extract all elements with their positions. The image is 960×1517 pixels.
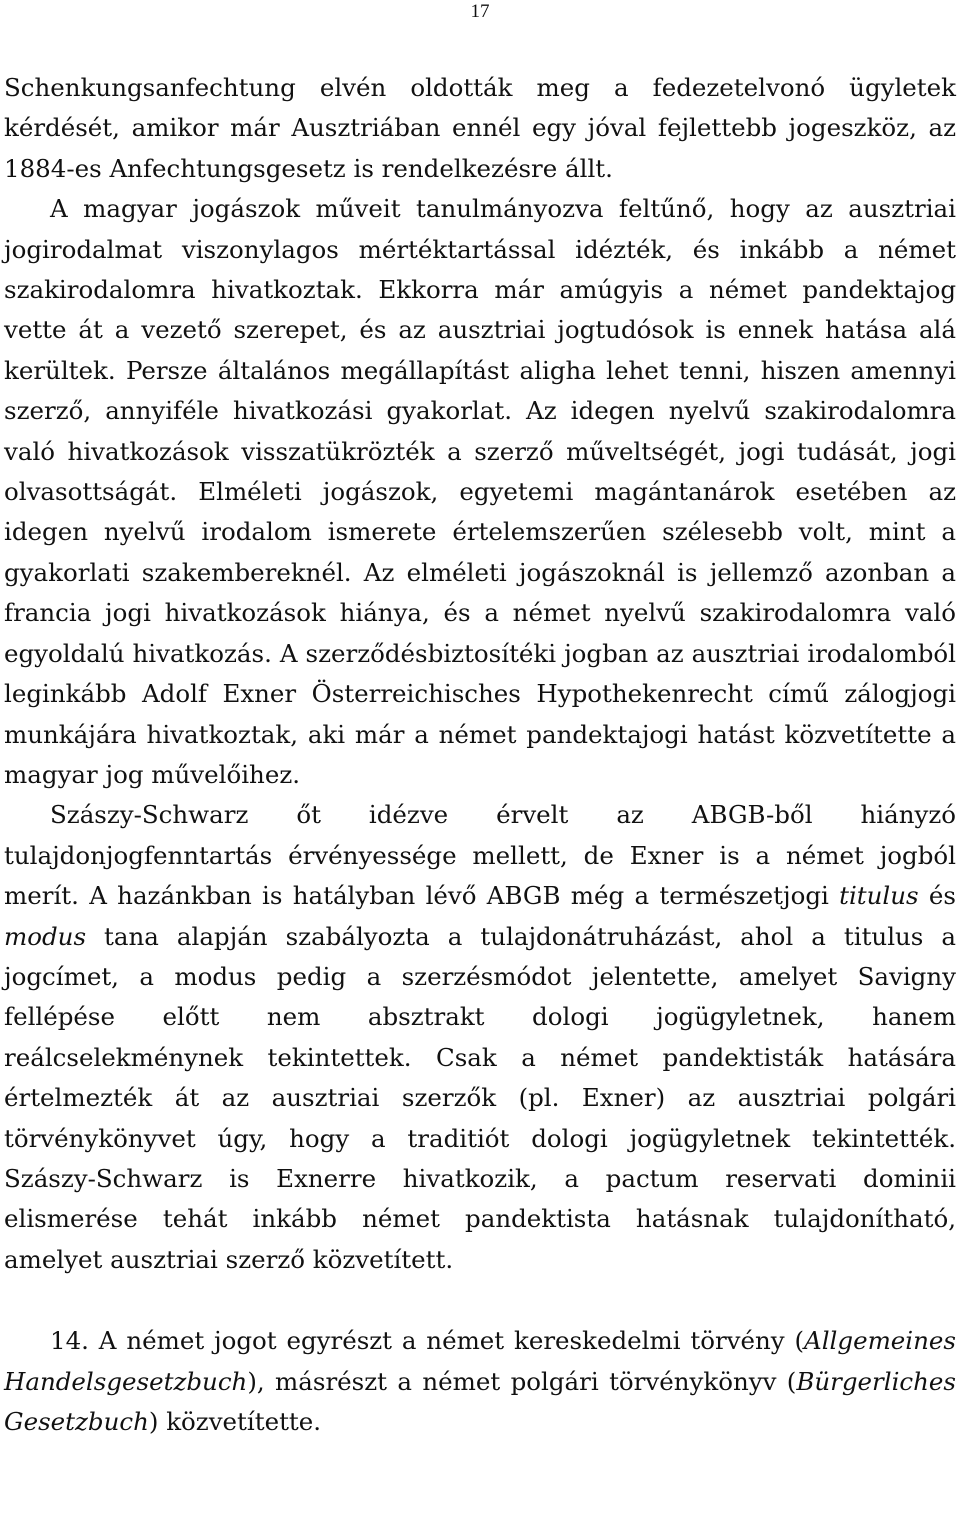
text-segment: A magyar jogászok műveit tanulmányozva feltűnő, hogy az ausztriai jogirodalmat viszonylagos mértéktartással idézték, és inkább a német szakirodalomra hivatkoztak. Ekkorra már amúgyis a német pandektajog vette át a vezető szerepet, és az ausztriai jogtudósok is ennek hatása alá kerültek. Persze általános megállapítást aligha lehet tenni, hiszen amennyi szerző, annyiféle hivatkozási gyakorlat. Az idegen nyelvű szakirodalomra való hivatkozások visszatükrözték a szerző műveltségét, jogi tudását, jogi olvasottságát. Elméleti jogászok, egyetemi magántanárok esetében az idegen nyelvű irodalom ismerete értelemszerűen szélesebb volt, mint a gyakorlati szakembereknél. Az elméleti jogászoknál is jellemző azonban a francia jogi hivatkozások hiánya, és a német nyelvű szakirodalomra való egyoldalú hivatkozás. A szerződésbiztosítéki jogban az ausztriai irodalomból leginkább Adolf Exner Österreichisches Hypothekenrecht című zálogjogi munkájára hivatkoztak, aki már a német pandektajogi hatást közvetítette a magyar jog művelőihez.: [4, 194, 956, 789]
text-segment: Szászy-Schwarz őt idézve érvelt az ABGB-ből hiányzó tulajdonjogfenntartás érvényessége mellett, de Exner is a német jogból merít. A hazánkban is hatályban lévő ABGB még a természetjogi: [4, 800, 956, 911]
text-segment: 14. A német jogot egyrészt a német kereskedelmi törvény (: [50, 1326, 805, 1356]
italic-term: modus: [4, 921, 87, 951]
text-segment: ), másrészt a német polgári törvénykönyv (: [247, 1366, 797, 1396]
italic-title: Bürgerliches Gesetzbuch: [4, 1366, 956, 1436]
text-segment: tana alapján szabályozta a tulajdonátruházást, ahol a titulus a jogcímet, a modus pedig a szerzésmódot jelentette, amelyet Savigny fellépése előtt nem absztrakt dologi jogügyletnek, hanem reálcselekménynek tekintettek. Csak a német pandektisták hatására értelmezték át az ausztriai szerzők (pl. Exner) az ausztriai polgári törvénykönyvet úgy, hogy a traditiót dologi jogügyletnek tekintették. Szászy-Schwarz is Exnerre hivatkozik, a pactum reservati dominii elismerése tehát inkább német pandektista hatásnak tulajdonítható, amelyet ausztriai szerző közvetített.: [4, 921, 956, 1274]
paragraph: [4, 795, 956, 1280]
italic-term: titulus: [839, 881, 919, 911]
paragraph: [4, 68, 956, 189]
text-segment: és: [918, 881, 956, 911]
page-number: 17: [470, 1, 490, 22]
document-body: [4, 68, 956, 1442]
text-segment: ) közvetítette.: [148, 1407, 322, 1436]
italic-title: Allgemeines Handelsgesetzbuch: [4, 1326, 956, 1396]
section-paragraph: [4, 1321, 956, 1442]
paragraph: [4, 189, 956, 795]
text-segment: Schenkungsanfechtung elvén oldották meg a fedezetelvonó ügyletek kérdését, amikor már Ausztriában ennél egy jóval fejlettebb jogeszköz, az 1884-es Anfechtungsgesetz is rendelkezésre állt.: [4, 73, 956, 183]
